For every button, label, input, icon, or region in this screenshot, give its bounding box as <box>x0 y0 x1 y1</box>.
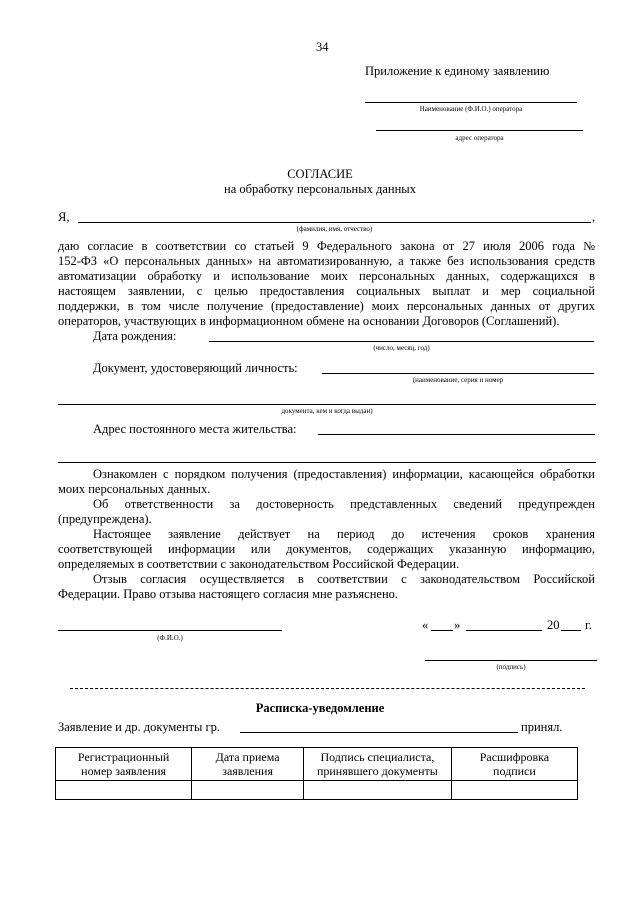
header-line: принявшего документы <box>316 764 438 778</box>
date-year-line <box>561 630 581 631</box>
cut-line <box>70 688 585 689</box>
table-header-cell <box>192 748 304 781</box>
doc-title: СОГЛАСИЕ <box>287 167 353 181</box>
operator-name-caption: Наименование (Ф.И.О.) оператора <box>419 105 523 113</box>
consent-line: поддержки, в том числе получение (предоставление) моих персональных данных от других <box>58 299 595 313</box>
signature-line <box>425 660 597 661</box>
notice-line: Отзыв согласия осуществляется в соответствии с законодательством Российской <box>93 572 595 586</box>
table-header-row <box>56 748 578 781</box>
id-doc-line <box>322 373 594 374</box>
doc-subtitle: на обработку персональных данных <box>224 182 416 196</box>
notice-line: Об ответственности за достоверность представленных сведений предупрежден <box>93 497 595 511</box>
consent-line: автоматизации обработку и использование моих персональных данных, содержащихся в <box>58 269 595 283</box>
i-suffix: , <box>592 210 596 224</box>
receipt-name-line <box>240 732 518 733</box>
id-doc-line-2 <box>58 404 596 405</box>
date-open-quote: « <box>422 618 429 632</box>
id-doc-caption-2: документа, кем и когда выдан) <box>281 407 373 415</box>
birth-caption: (число, месяц, год) <box>373 344 430 352</box>
consent-line: 152-ФЗ «О персональных данных» на автоматизированную, а также без использования средств <box>58 254 595 268</box>
receipt-text-suffix: принял. <box>521 720 563 734</box>
id-doc-label: Документ, удостоверяющий личность: <box>93 361 298 375</box>
table-header-cell <box>451 748 577 781</box>
date-month-line <box>466 630 542 631</box>
operator-name-line <box>365 102 577 103</box>
table-header-cell <box>303 748 451 781</box>
consent-line: даю согласие в соответствии со статьей 9 Федерального закона от 27 июля 2006 года № <box>58 239 595 253</box>
address-line <box>318 434 595 435</box>
header-line: подписи <box>493 764 536 778</box>
date-year-suffix: г. <box>585 618 592 632</box>
receipt-title: Расписка-уведомление <box>255 701 385 715</box>
address-line-2 <box>58 462 596 463</box>
table-row <box>56 781 578 800</box>
table-cell[interactable] <box>56 781 192 800</box>
notice-line: моих персональных данных. <box>58 482 211 496</box>
header-line: Расшифровка <box>479 750 550 764</box>
date-day-line <box>431 630 453 631</box>
table-header-cell <box>56 748 192 781</box>
registration-table <box>55 747 578 800</box>
fio-sign-line <box>58 630 282 631</box>
receipt-text-prefix: Заявление и др. документы гр. <box>58 720 221 734</box>
date-year-prefix: 20 <box>547 618 560 632</box>
i-prefix: Я, <box>58 210 70 224</box>
date-close-quote: » <box>454 618 461 632</box>
notice-line: Федерации. Право отзыва настоящего согласия мне разъяснено. <box>58 587 399 601</box>
header-line: Регистрационный <box>77 750 170 764</box>
header-line: заявления <box>222 764 273 778</box>
header-line: Подпись специалиста, <box>320 750 435 764</box>
birth-date-line <box>209 341 594 342</box>
fio-line <box>78 222 591 223</box>
signature-caption: (подпись) <box>496 663 526 671</box>
notice-line: Настоящее заявление действует на период до истечения сроков хранения <box>93 527 595 541</box>
notice-line: определяемых в соответствии с законодательством Российской Федерации. <box>58 557 460 571</box>
table-cell[interactable] <box>303 781 451 800</box>
page-number: 34 <box>316 40 329 54</box>
consent-line: настоящем заявлении, с целью предоставления социальных выплат и мер социальной <box>58 284 595 298</box>
operator-address-caption: адрес оператора <box>455 134 504 142</box>
appendix-title: Приложение к единому заявлению <box>365 64 550 78</box>
consent-line: операторов, участвующих в информационном обмене на основании Договоров (Соглашений). <box>58 314 560 328</box>
table-cell[interactable] <box>192 781 304 800</box>
notice-line: соответствующей информации или документов, содержащих указанную информацию, <box>58 542 595 556</box>
notice-line: Ознакомлен с порядком получения (предоставления) информации, касающейся обработки <box>93 467 595 481</box>
birth-label: Дата рождения: <box>93 329 177 343</box>
address-label: Адрес постоянного места жительства: <box>93 422 297 436</box>
operator-address-line <box>376 130 583 131</box>
fio-caption: (фамилия, имя, отчество) <box>296 225 373 233</box>
header-line: Дата приема <box>215 750 280 764</box>
notice-line: (предупреждена). <box>58 512 152 526</box>
header-line: номер заявления <box>81 764 167 778</box>
table-cell[interactable] <box>451 781 577 800</box>
id-doc-caption: (наименование, серия и номер <box>412 376 504 384</box>
fio-sign-caption: (Ф.И.О.) <box>157 634 183 642</box>
